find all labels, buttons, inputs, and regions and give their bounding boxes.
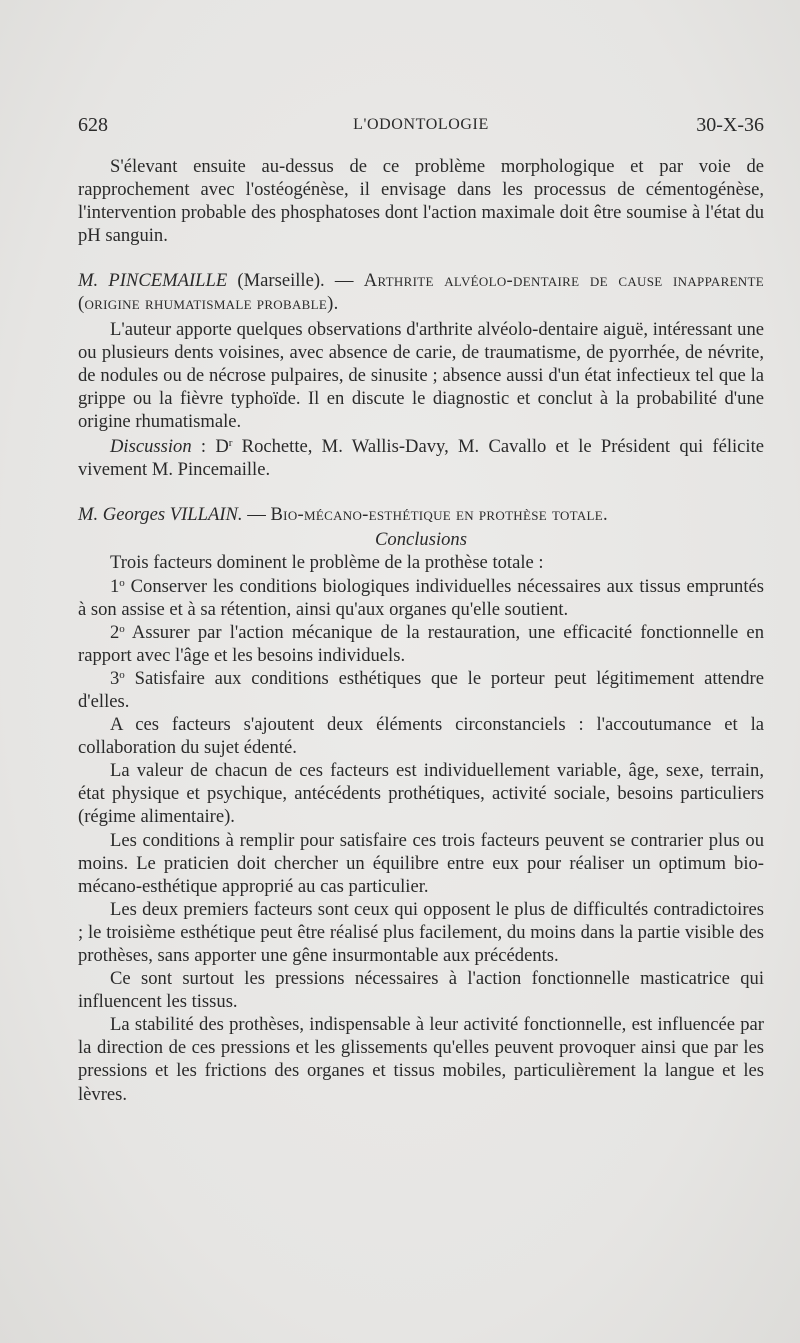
communication-title: Bio-mécano-esthétique en prothèse totale. (270, 504, 608, 526)
discussion-label: Discussion (110, 436, 192, 458)
journal-title: L'ODONTOLOGIE (353, 116, 489, 133)
item-text: Conserver les conditions biologiques individuelles nécessaires aux tissus empruntés à son assise et à sa rétention, ainsi qu'aux organes qu'elle soutient. (78, 575, 764, 620)
ordinal-sup: o (119, 668, 125, 681)
section-heading-villain (78, 503, 764, 526)
author-name: M. PINCEMAILLE (78, 270, 228, 292)
doctor-abbrev-sup: r (228, 437, 233, 450)
author-name: M. Georges VILLAIN. (78, 504, 243, 526)
ordinal-sup: o (119, 622, 125, 635)
list-item (78, 621, 764, 667)
running-header (78, 114, 764, 142)
paragraph: L'auteur apporte quelques observations d'arthrite alvéolo-dentaire aiguë, intéressant une ou plusieurs dents voisines, avec absence de carie, de traumatisme, de pyorrhée, de névrite, de nodules ou de nécrose pulpaires, de sinusite ; absence aussi d'un état infectieux tel que la grippe ou la fièvre typhoïde. Il en discute le diagnostic et conclut à la probabilité d'une origine rhumatismale. (78, 318, 764, 432)
ordinal-sup: o (119, 576, 125, 589)
discussion-text: Rochette, M. Wallis-Davy, M. Cavallo et le Président qui félicite vivement M. Pincemaille. (78, 436, 764, 481)
discussion-paragraph (78, 435, 764, 481)
paragraph: Trois facteurs dominent le problème de la prothèse totale : (110, 552, 544, 574)
paragraph: A ces facteurs s'ajoutent deux éléments circonstanciels : l'accoutumance et la collaboration du sujet édenté. (78, 714, 764, 759)
item-number: 1 (110, 575, 120, 597)
author-city: (Marseille). (237, 270, 325, 292)
subsection-title: Conclusions (375, 529, 467, 551)
section-heading-pincemaille (78, 269, 764, 315)
paragraph: La stabilité des prothèses, indispensable à leur activité fonctionnelle, est influencée par la direction de ces pressions et les glissements qu'elles peuvent provoquer ainsi que par les pressions et les frictions des organes et tissus mobiles, particulièrement la langue et les lèvres. (78, 1014, 764, 1105)
page-number: 628 (78, 114, 108, 136)
item-number: 2 (110, 621, 120, 643)
issue-date: 30-X-36 (696, 114, 764, 136)
list-item (78, 667, 764, 713)
item-number: 3 (110, 667, 120, 689)
item-text: Assurer par l'action mécanique de la restauration, une efficacité fonctionnelle en rapport avec l'âge et les besoins individuels. (78, 621, 764, 666)
paragraph: Les conditions à remplir pour satisfaire ces trois facteurs peuvent se contrarier plus ou moins. Le praticien doit chercher un équilibre entre eux pour réaliser un optimum bio-mécano-esthétique approprié au cas particulier. (78, 829, 764, 897)
discussion-colon: : D (191, 436, 229, 458)
paragraph: Ce sont surtout les pressions nécessaires à l'action fonctionnelle masticatrice qui influencent les tissus. (78, 968, 764, 1013)
item-text: Satisfaire aux conditions esthétiques que le porteur peut légitimement attendre d'elles. (78, 667, 764, 712)
heading-dash: — (334, 270, 354, 292)
paragraph: Les deux premiers facteurs sont ceux qui opposent le plus de difficultés contradictoires ; le troisième esthétique peut être réalisé plus facilement, du moins dans la partie visible des prothèses, sans apporter une gêne insurmontable aux précédents. (78, 898, 764, 966)
article-body (78, 155, 764, 1106)
communication-title: Arthrite alvéolo-dentaire de cause inapparente (origine rhumatismale probable). (78, 270, 764, 315)
heading-dash: — (247, 504, 266, 526)
list-item (78, 575, 764, 621)
paragraph: S'élevant ensuite au-dessus de ce problème morphologique et par voie de rapprochement avec l'ostéogénèse, il envisage dans les processus de cémentogénèse, l'intervention probable des phosphatoses dont l'action maximale doit être soumise à l'état du pH sanguin. (78, 156, 764, 247)
paragraph: La valeur de chacun de ces facteurs est individuellement variable, âge, sexe, terrain, état physique et psychique, antécédents prothétiques, activité sociale, besoins particuliers (régime alimentaire). (78, 760, 764, 828)
